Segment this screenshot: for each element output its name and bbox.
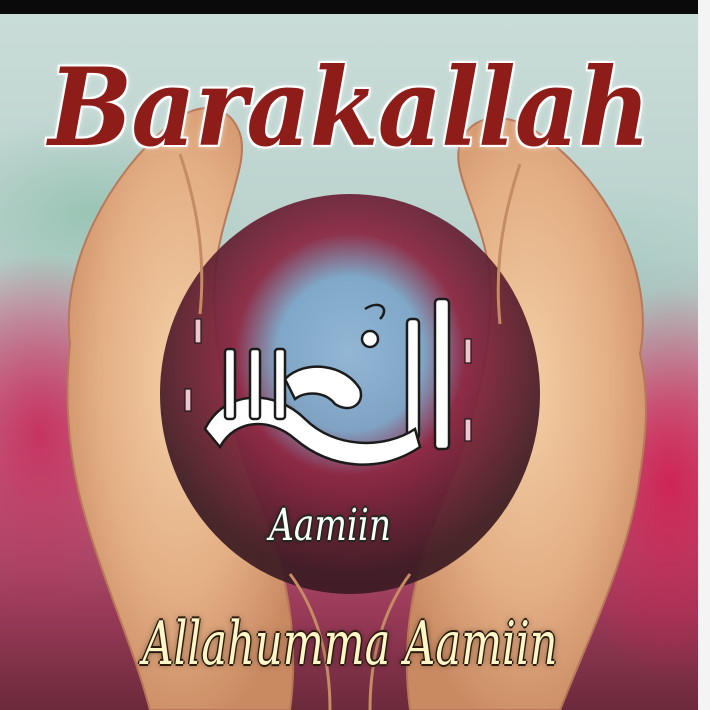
top-border [0,0,710,14]
greeting-photo [0,14,698,710]
allahumma-aamiin-text: Allahumma Aamiin [142,609,558,679]
right-border [698,0,710,710]
alhamdulillah-calligraphy [165,279,495,499]
aamiin-text: Aamiin [269,500,391,551]
barakallah-title: Barakallah [48,45,650,171]
